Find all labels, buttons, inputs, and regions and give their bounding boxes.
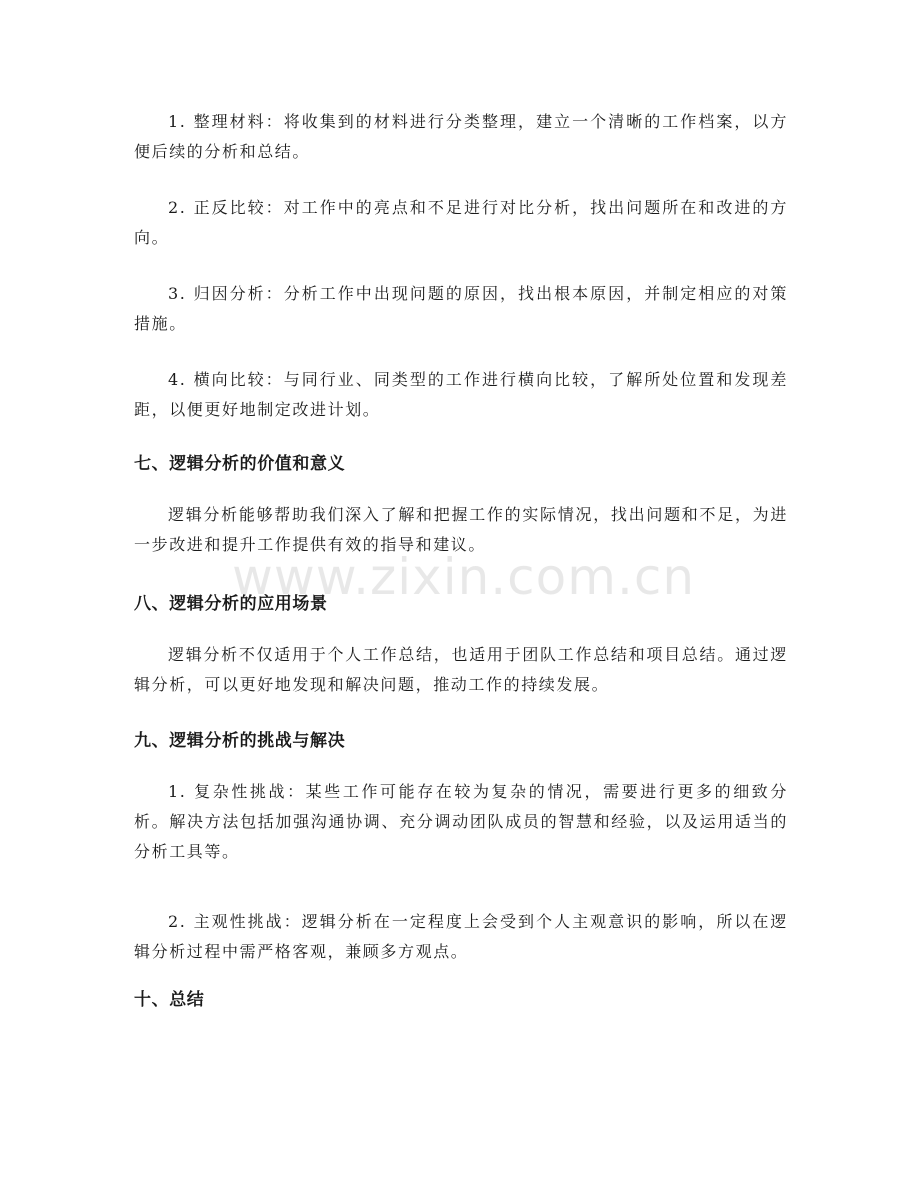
- paragraph-complexity-challenge: 1. 复杂性挑战：某些工作可能存在较为复杂的情况，需要进行更多的细致分析。解决方法包括加强沟通协调、充分调动团队成员的智慧和经验，以及运用适当的分析工具等。: [134, 782, 788, 861]
- paragraph-application-scenarios: 逻辑分析不仅适用于个人工作总结，也适用于团队工作总结和项目总结。通过逻辑分析，可以更好地发现和解决问题，推动工作的持续发展。: [134, 645, 788, 694]
- section-heading-scenarios: 八、逻辑分析的应用场景: [134, 594, 328, 614]
- watermark-text: www.zixin.com.cn: [232, 548, 696, 606]
- paragraph-subjectivity-challenge: 2. 主观性挑战：逻辑分析在一定程度上会受到个人主观意识的影响，所以在逻辑分析过程中需严格客观，兼顾多方观点。: [134, 912, 788, 961]
- paragraph-value-significance: 逻辑分析能够帮助我们深入了解和把握工作的实际情况，找出问题和不足，为进一步改进和提升工作提供有效的指导和建议。: [134, 505, 788, 554]
- paragraph-positive-negative-comparison: 2. 正反比较：对工作中的亮点和不足进行对比分析，找出问题所在和改进的方向。: [134, 198, 788, 247]
- paragraph-attribution-analysis: 3. 归因分析：分析工作中出现问题的原因，找出根本原因，并制定相应的对策措施。: [134, 284, 788, 333]
- section-heading-challenges: 九、逻辑分析的挑战与解决: [134, 731, 346, 751]
- section-heading-summary: 十、总结: [134, 990, 205, 1010]
- paragraph-organize-materials: 1. 整理材料：将收集到的材料进行分类整理，建立一个清晰的工作档案，以方便后续的分析和总结。: [134, 112, 788, 161]
- section-heading-value: 七、逻辑分析的价值和意义: [134, 454, 346, 474]
- paragraph-horizontal-comparison: 4. 横向比较：与同行业、同类型的工作进行横向比较，了解所处位置和发现差距，以便更好地制定改进计划。: [134, 370, 788, 419]
